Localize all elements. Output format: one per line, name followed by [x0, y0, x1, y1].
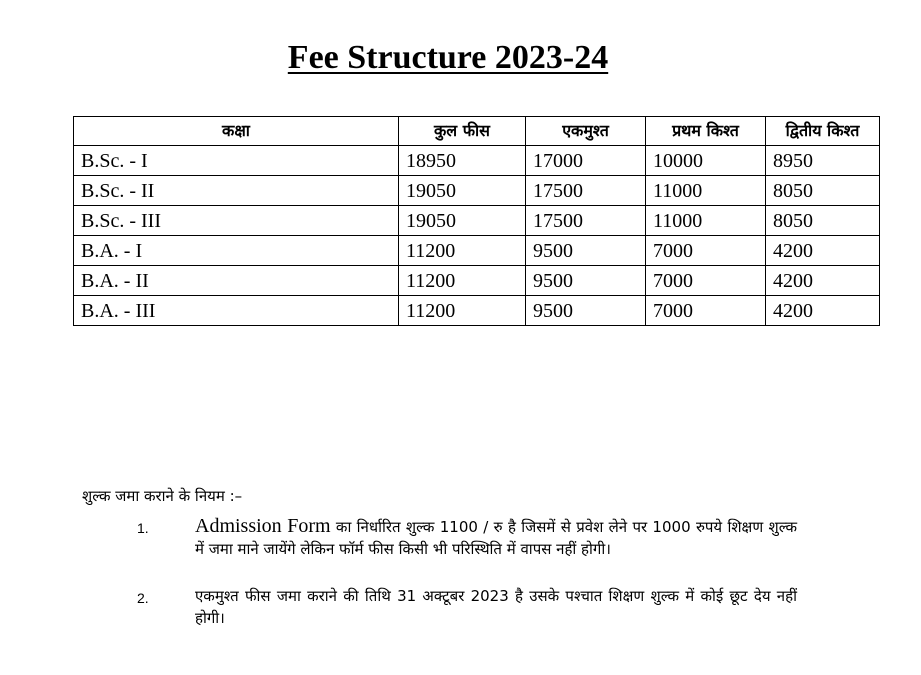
table-row — [74, 266, 880, 296]
cell-total-fee: 19050 — [399, 176, 526, 206]
table-row — [74, 296, 880, 326]
rule-body — [195, 515, 797, 560]
rule-lead-text: Admission Form — [195, 515, 331, 537]
cell-class: B.A. - I — [74, 236, 399, 266]
cell-total-fee: 11200 — [399, 236, 526, 266]
cell-second-installment: 8050 — [766, 206, 880, 236]
cell-first-installment: 10000 — [646, 146, 766, 176]
title-text: Fee Structure 2023-24 — [287, 39, 609, 76]
rule-body — [195, 585, 797, 629]
fee-table — [73, 116, 880, 326]
cell-second-installment: 4200 — [766, 236, 880, 266]
table-row — [74, 206, 880, 236]
cell-class: B.Sc. - II — [74, 176, 399, 206]
table-row — [74, 236, 880, 266]
table-row — [74, 176, 880, 206]
cell-first-installment: 11000 — [646, 176, 766, 206]
table-row — [74, 146, 880, 176]
cell-class: B.Sc. - I — [74, 146, 399, 176]
cell-class: B.Sc. - III — [74, 206, 399, 236]
header-second-installment: द्वितीय किश्त — [766, 117, 880, 146]
cell-lump-sum: 9500 — [526, 266, 646, 296]
cell-first-installment: 11000 — [646, 206, 766, 236]
header-first-installment: प्रथम किश्त — [646, 117, 766, 146]
cell-lump-sum: 9500 — [526, 236, 646, 266]
rule-number: 2. — [137, 590, 149, 606]
table-header-row — [74, 117, 880, 146]
cell-first-installment: 7000 — [646, 296, 766, 326]
cell-second-installment: 4200 — [766, 296, 880, 326]
rule-text: का निर्धारित शुल्क 1100 / रु है जिसमें से प्रवेश लेने पर 1000 रुपये शिक्षण शुल्क में जमा माने जायेंगे लेकिन फॉर्म फीस किसी भी परिस्थिति में वापस नहीं होगी। — [195, 518, 797, 558]
header-total-fee: कुल फीस — [399, 117, 526, 146]
rule-item — [137, 515, 797, 560]
rule-text: एकमुश्त फीस जमा कराने की तिथि 31 अक्टूबर 2023 है उसके पश्चात शिक्षण शुल्क में कोई छूट देय नहीं होगी। — [195, 587, 797, 627]
rule-item — [137, 585, 797, 629]
rule-number: 1. — [137, 520, 149, 536]
cell-total-fee: 11200 — [399, 296, 526, 326]
cell-lump-sum: 9500 — [526, 296, 646, 326]
cell-class: B.A. - II — [74, 266, 399, 296]
cell-lump-sum: 17500 — [526, 206, 646, 236]
page-title — [0, 36, 896, 80]
cell-total-fee: 11200 — [399, 266, 526, 296]
cell-second-installment: 4200 — [766, 266, 880, 296]
cell-lump-sum: 17000 — [526, 146, 646, 176]
header-class: कक्षा — [74, 117, 399, 146]
cell-second-installment: 8050 — [766, 176, 880, 206]
cell-first-installment: 7000 — [646, 266, 766, 296]
cell-lump-sum: 17500 — [526, 176, 646, 206]
cell-class: B.A. - III — [74, 296, 399, 326]
header-lump-sum: एकमुश्त — [526, 117, 646, 146]
cell-total-fee: 18950 — [399, 146, 526, 176]
cell-first-installment: 7000 — [646, 236, 766, 266]
cell-total-fee: 19050 — [399, 206, 526, 236]
cell-second-installment: 8950 — [766, 146, 880, 176]
rules-heading: शुल्क जमा कराने के नियम :– — [82, 487, 243, 505]
